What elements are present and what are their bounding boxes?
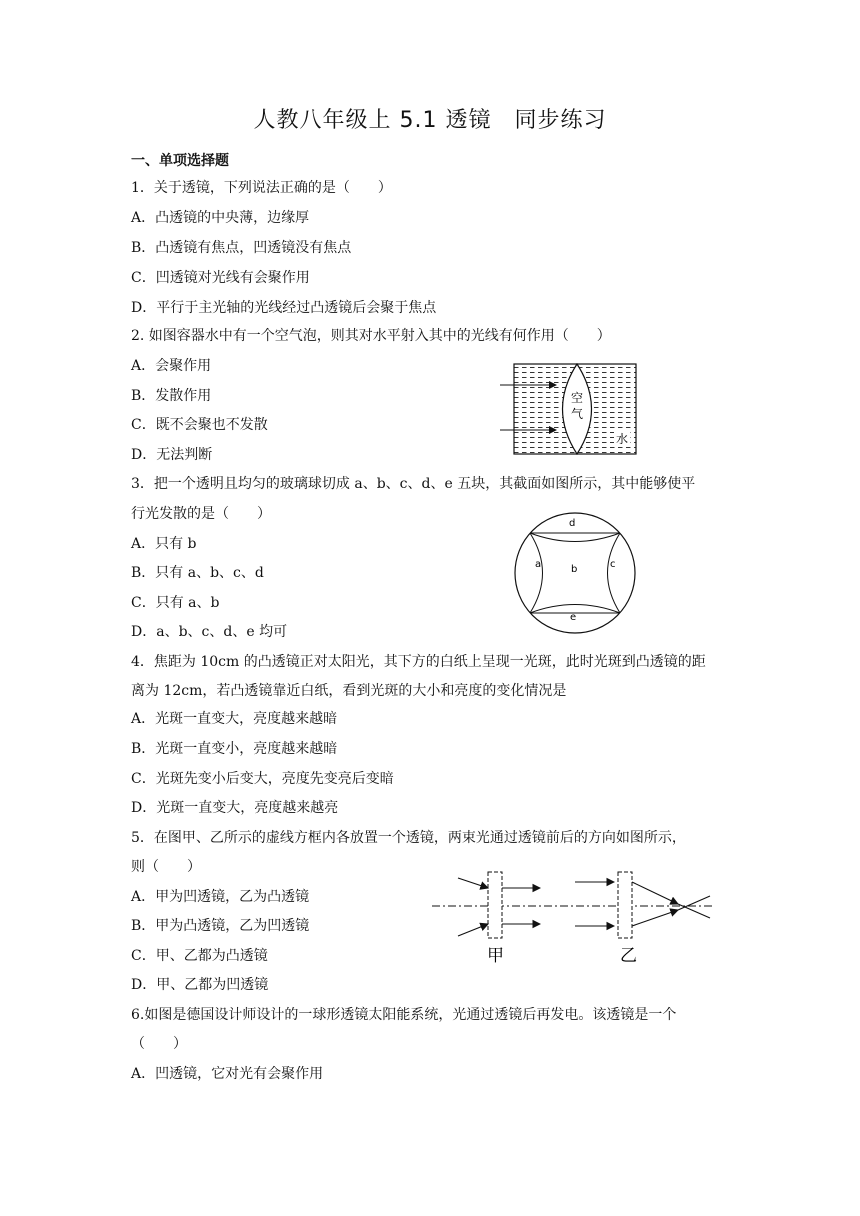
box-jia (488, 872, 502, 938)
air-label-2: 气 (570, 407, 584, 421)
q1-option-b: B．凸透镜有焦点，凹透镜没有焦点 (131, 240, 352, 256)
q3-option-a: A．只有 b (131, 536, 197, 552)
piece-label-e: e (570, 612, 577, 623)
q6-stem-line2: （ ） (131, 1036, 187, 1052)
q5-option-b: B．甲为凸透镜，乙为凹透镜 (131, 918, 310, 934)
q3-option-b: B．只有 a、b、c、d (131, 565, 264, 581)
q1-option-d: D．平行于主光轴的光线经过凸透镜后会聚于焦点 (131, 300, 437, 316)
box-yi (618, 872, 632, 938)
piece-label-b: b (571, 564, 578, 575)
q3-option-d: D．a、b、c、d、e 均可 (131, 624, 288, 640)
q4-option-c: C．光斑先变小后变大，亮度先变亮后变暗 (131, 771, 394, 787)
q5-stem-line1: 5．在图甲、乙所示的虚线方框内各放置一个透镜，两束光通过透镜前后的方向如图所示， (131, 830, 686, 846)
water-label: 水 (615, 432, 629, 446)
piece-label-a: a (535, 559, 542, 570)
q5-stem-line2: 则（ ） (131, 859, 201, 875)
q4-option-a: A．光斑一直变大，亮度越来越暗 (131, 711, 338, 727)
q2-option-d: D．无法判断 (131, 447, 213, 463)
q5-option-a: A．甲为凹透镜，乙为凸透镜 (131, 889, 310, 905)
q4-option-b: B．光斑一直变小，亮度越来越暗 (131, 741, 338, 757)
q5-option-d: D．甲、乙都为凹透镜 (131, 977, 269, 993)
q4-stem-line2: 离为 12cm，若凸透镜靠近白纸，看到光斑的大小和亮度的变化情况是 (131, 683, 567, 699)
q6-option-a: A．凹透镜，它对光有会聚作用 (131, 1066, 324, 1082)
q1-stem: 1．关于透镜，下列说法正确的是（ ） (131, 180, 392, 196)
q1-option-a: A．凸透镜的中央薄，边缘厚 (131, 210, 310, 226)
section-heading: 一、单项选择题 (131, 153, 229, 169)
piece-label-d: d (569, 518, 576, 529)
q6-stem-line1: 6.如图是德国设计师设计的一球形透镜太阳能系统，光通过透镜后再发电。该透镜是一个 (131, 1007, 677, 1023)
q2-option-c: C．既不会聚也不发散 (131, 417, 268, 433)
q3-stem-line1: 3．把一个透明且均匀的玻璃球切成 a、b、c、d、e 五块，其截面如图所示，其中能够使平 (131, 476, 696, 492)
page-title: 人教八年级上 5.1 透镜 同步练习 (253, 108, 607, 133)
label-jia: 甲 (487, 946, 504, 966)
q5-option-c: C．甲、乙都为凸透镜 (131, 948, 268, 964)
label-yi: 乙 (620, 946, 637, 966)
q2-option-b: B．发散作用 (131, 388, 212, 404)
q5-lens-boxes-figure (430, 868, 716, 966)
air-label-1: 空 (570, 391, 584, 405)
q3-stem-line2: 行光发散的是（ ） (131, 506, 271, 522)
q3-option-c: C．只有 a、b (131, 595, 220, 611)
piece-label-c: c (610, 559, 616, 570)
q4-stem-line1: 4．焦距为 10cm 的凸透镜正对太阳光，其下方的白纸上呈现一光斑，此时光斑到凸透镜的距 (131, 654, 706, 670)
q4-option-d: D．光斑一直变大，亮度越来越亮 (131, 800, 339, 816)
q3-glass-sphere-figure (510, 510, 640, 636)
q1-option-c: C．凹透镜对光线有会聚作用 (131, 270, 310, 286)
q2-stem: 2. 如图容器水中有一个空气泡，则其对水平射入其中的光线有何作用（ ） (131, 328, 611, 344)
q2-option-a: A．会聚作用 (131, 358, 212, 374)
q2-air-bubble-figure (498, 360, 642, 460)
